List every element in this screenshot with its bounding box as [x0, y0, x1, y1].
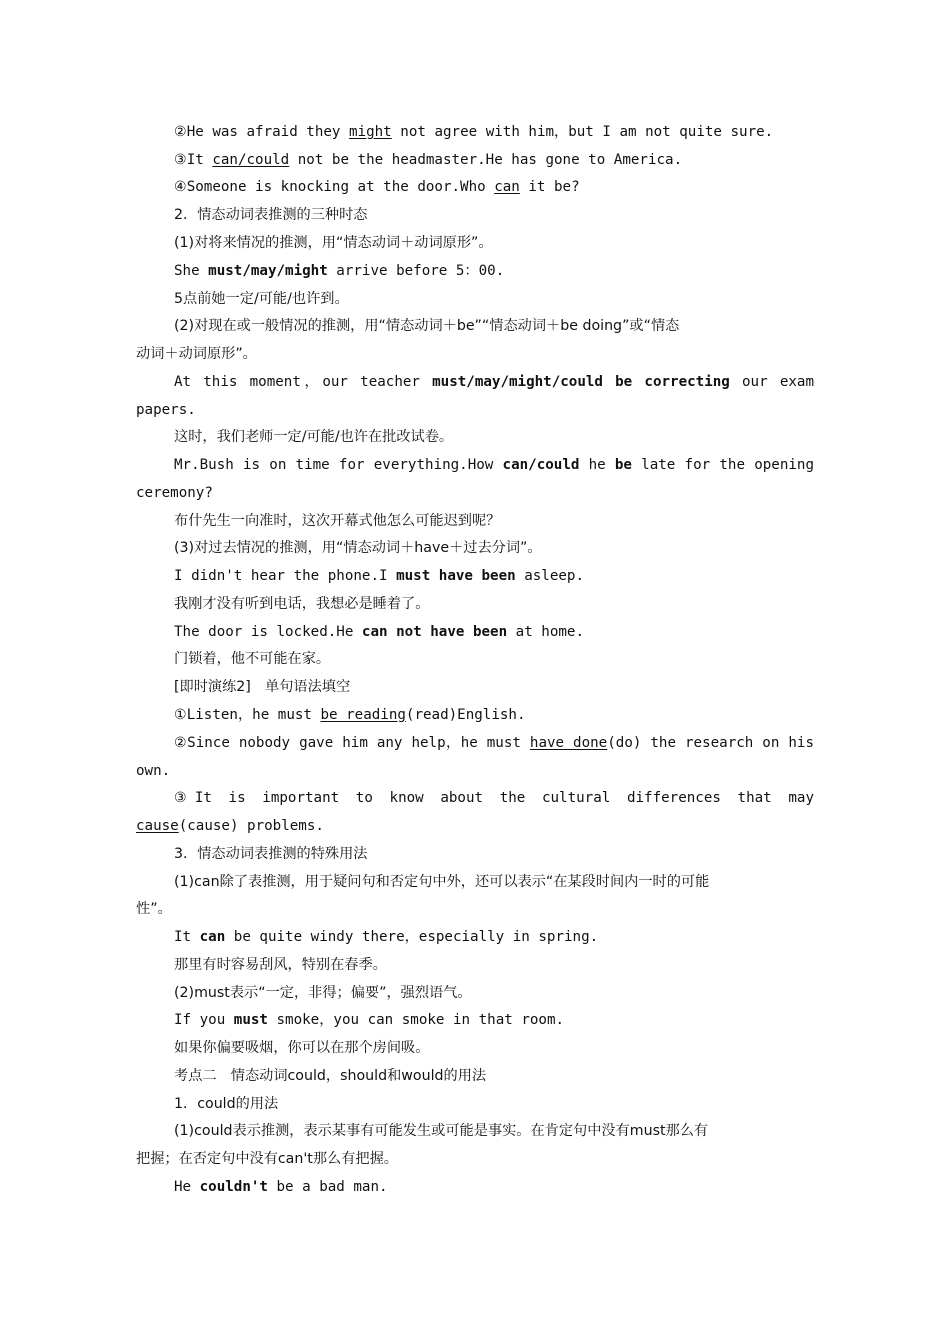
- rule-text: [174, 980, 814, 1008]
- rule-text: [174, 313, 814, 341]
- text-run: 动词＋动词原形”。: [136, 346, 257, 362]
- translation: [174, 591, 814, 619]
- rule-text: [174, 535, 814, 563]
- text-run: 考点二 情态动词could，should和would的用法: [174, 1068, 487, 1084]
- text-run: own.: [136, 763, 171, 779]
- translation: [174, 952, 814, 980]
- section-heading: [174, 202, 814, 230]
- answer-blank: can: [494, 179, 520, 195]
- exercise-item: [174, 785, 814, 813]
- translation: [174, 424, 814, 452]
- text-run: asleep.: [515, 568, 585, 584]
- example-sentence: [136, 480, 814, 508]
- rule-text: [136, 896, 814, 924]
- text-run: ③It is important to know about the cultural differences that may: [174, 790, 814, 806]
- example-sentence: [174, 119, 814, 147]
- text-run: ④Someone is knocking at the door.Who: [174, 179, 495, 195]
- text-run: 布什先生一向准时，这次开幕式他怎么可能迟到呢？: [174, 513, 501, 529]
- text-run: 3．情态动词表推测的特殊用法: [174, 846, 368, 862]
- section-heading: [174, 1091, 814, 1119]
- text-run: (2)must表示“一定，非得；偏要”，强烈语气。: [174, 985, 472, 1001]
- translation: [174, 508, 814, 536]
- example-sentence: [174, 1174, 814, 1202]
- text-run: papers.: [136, 402, 196, 418]
- text-run: (do) the research on his: [607, 735, 814, 751]
- bold-phrase: couldn't: [199, 1179, 268, 1195]
- text-run: (1)对将来情况的推测，用“情态动词＋动词原形”。: [174, 235, 493, 251]
- text-run: 那里有时容易刮风，特别在春季。: [174, 957, 387, 973]
- text-run: ②He was afraid they: [174, 124, 350, 140]
- text-run: at home.: [507, 624, 585, 640]
- translation: [174, 646, 814, 674]
- exercise-heading: [174, 674, 814, 702]
- example-sentence: [174, 619, 814, 647]
- text-run: I didn't hear the phone.I: [174, 568, 397, 584]
- text-run: not be the headmaster.He has gone to America.: [289, 152, 683, 168]
- text-run: be quite windy there，especially in spring.: [225, 929, 599, 945]
- answer-blank: have done: [529, 735, 608, 751]
- text-run: [即时演练2] 单句语法填空: [174, 679, 351, 695]
- answer-blank: be reading: [320, 707, 406, 723]
- bold-phrase: must/may/might/could be correcting: [432, 374, 730, 390]
- rule-text: [136, 1146, 814, 1174]
- translation: [174, 286, 814, 314]
- answer-blank: can/could: [212, 152, 290, 168]
- text-run: She: [174, 263, 209, 279]
- exercise-item: [174, 730, 814, 758]
- text-run: not agree with him，but I am not quite sure.: [391, 124, 774, 140]
- example-sentence: [174, 174, 814, 202]
- text-run: It: [174, 929, 200, 945]
- exercise-item: [136, 758, 814, 786]
- example-sentence: [174, 369, 814, 397]
- bold-phrase: must have been: [396, 568, 516, 584]
- example-sentence: [174, 563, 814, 591]
- bold-phrase: can not have been: [361, 624, 508, 640]
- text-run: 2．情态动词表推测的三种时态: [174, 207, 368, 223]
- text-run: 1．could的用法: [174, 1096, 279, 1112]
- section-heading: [174, 841, 814, 869]
- rule-text: [174, 869, 814, 897]
- example-sentence: [174, 147, 814, 175]
- text-run: He: [174, 1179, 200, 1195]
- text-run: ②Since nobody gave him any help，he must: [174, 735, 530, 751]
- answer-blank: might: [349, 124, 392, 140]
- text-run: it be?: [519, 179, 580, 195]
- rule-text: [174, 1118, 814, 1146]
- text-run: (1)could表示推测，表示某事有可能发生或可能是事实。在肯定句中没有must那么有: [174, 1123, 709, 1139]
- bold-phrase: can/could: [502, 457, 580, 473]
- exercise-item: [174, 702, 814, 730]
- text-run: 门锁着，他不可能在家。: [174, 651, 331, 667]
- translation: [174, 1035, 814, 1063]
- example-sentence: [174, 1007, 814, 1035]
- text-run: smoke，you can smoke in that room.: [267, 1012, 565, 1028]
- text-run: he: [579, 457, 615, 473]
- text-run: our exam: [729, 374, 814, 390]
- text-run: late for the opening: [631, 457, 814, 473]
- text-run: 我刚才没有听到电话，我想必是睡着了。: [174, 596, 430, 612]
- text-run: 5点前她一定/可能/也许到。: [174, 291, 349, 307]
- text-run: (read)English.: [405, 707, 526, 723]
- bold-phrase: must: [233, 1012, 268, 1028]
- example-sentence: [174, 452, 814, 480]
- exercise-item: [136, 813, 814, 841]
- rule-text: [174, 230, 814, 258]
- example-sentence: [174, 258, 814, 286]
- text-run: The door is locked.He: [174, 624, 362, 640]
- text-run: (3)对过去情况的推测，用“情态动词＋have＋过去分词”。: [174, 540, 542, 556]
- text-run: 如果你偏要吸烟，你可以在那个房间吸。: [174, 1040, 430, 1056]
- text-run: (2)对现在或一般情况的推测，用“情态动词＋be”“情态动词＋be doing”或“情态: [174, 318, 680, 334]
- example-sentence: [174, 924, 814, 952]
- text-run: If you: [174, 1012, 234, 1028]
- example-sentence: [136, 397, 814, 425]
- text-run: ①Listen，he must: [174, 707, 321, 723]
- text-run: (1)can除了表推测，用于疑问句和否定句中外，还可以表示“在某段时间内一时的可能: [174, 874, 710, 890]
- text-run: be a bad man.: [267, 1179, 388, 1195]
- answer-blank: cause: [136, 818, 179, 834]
- text-run: arrive before 5：00.: [327, 263, 505, 279]
- text-run: (cause) problems.: [178, 818, 324, 834]
- text-run: Mr.Bush is on time for everything.How: [174, 457, 503, 473]
- section-heading: [174, 1063, 814, 1091]
- text-run: ③It: [174, 152, 213, 168]
- text-run: 这时，我们老师一定/可能/也许在批改试卷。: [174, 429, 454, 445]
- text-run: 把握；在否定句中没有can't那么有把握。: [136, 1151, 398, 1167]
- text-run: At this moment，our teacher: [174, 374, 433, 390]
- text-run: 性”。: [136, 901, 172, 917]
- bold-phrase: can: [199, 929, 226, 945]
- bold-phrase: be: [614, 457, 632, 473]
- text-run: ceremony?: [136, 485, 213, 501]
- bold-phrase: must/may/might: [208, 263, 328, 279]
- rule-text: [136, 341, 814, 369]
